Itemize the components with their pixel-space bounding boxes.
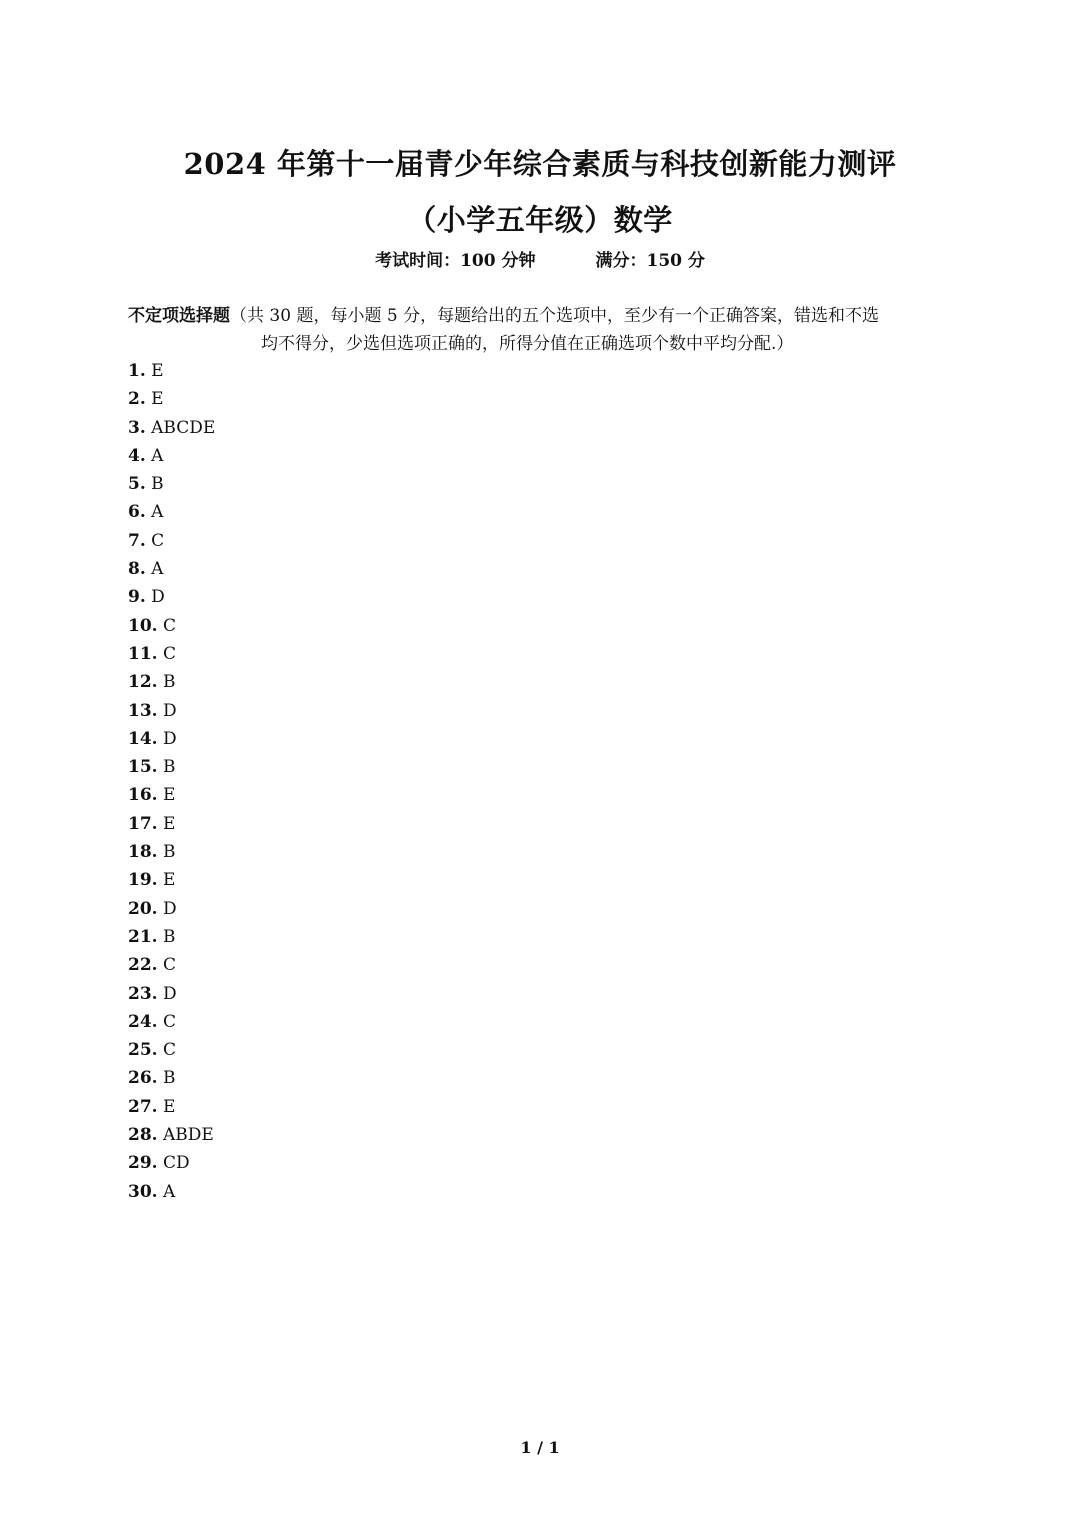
exam-time: 考试时间：100 分钟 bbox=[375, 251, 536, 271]
answer-item bbox=[128, 612, 215, 640]
answer-item bbox=[128, 498, 215, 526]
question-number: 3. bbox=[128, 417, 146, 438]
answer-item bbox=[128, 697, 215, 725]
section-note-line2: 均不得分，少选但选项正确的，所得分值在正确选项个数中平均分配.） bbox=[261, 334, 794, 354]
question-number: 15. bbox=[128, 757, 158, 778]
question-number: 17. bbox=[128, 813, 158, 834]
answer-choice: E bbox=[151, 361, 164, 381]
answer-item bbox=[128, 442, 215, 470]
answer-choice: B bbox=[162, 672, 176, 693]
question-number: 26. bbox=[128, 1068, 158, 1089]
answer-item bbox=[128, 895, 215, 923]
answer-choice: E bbox=[162, 813, 176, 834]
answer-item bbox=[128, 753, 215, 781]
answer-item bbox=[128, 668, 215, 696]
answer-list bbox=[128, 357, 215, 1206]
answer-item bbox=[128, 555, 215, 583]
question-number: 24. bbox=[128, 1011, 158, 1032]
answer-choice: CD bbox=[162, 1153, 190, 1174]
answer-choice: C bbox=[151, 530, 165, 551]
question-number: 16. bbox=[128, 785, 158, 806]
document-title: 2024 年第十一届青少年综合素质与科技创新能力测评 bbox=[183, 147, 897, 181]
question-number: 11. bbox=[128, 643, 158, 664]
page-number: 1 / 1 bbox=[520, 1438, 560, 1457]
answer-item bbox=[128, 838, 215, 866]
answer-item bbox=[128, 810, 215, 838]
question-number: 2. bbox=[128, 389, 146, 410]
answer-choice: D bbox=[162, 700, 177, 721]
question-number: 28. bbox=[128, 1125, 158, 1146]
answer-item bbox=[128, 1121, 215, 1149]
answer-item bbox=[128, 1008, 215, 1036]
answer-choice: E bbox=[162, 785, 176, 806]
answer-choice: ABCDE bbox=[151, 417, 216, 438]
question-number: 22. bbox=[128, 955, 158, 976]
answer-item bbox=[128, 640, 215, 668]
answer-item bbox=[128, 781, 215, 809]
section-note-line1: （共 30 题，每小题 5 分，每题给出的五个选项中，至少有一个正确答案，错选和不选 bbox=[230, 306, 880, 326]
answer-choice: C bbox=[162, 615, 176, 636]
answer-choice: E bbox=[162, 1096, 176, 1117]
question-number: 13. bbox=[128, 700, 158, 721]
answer-item bbox=[128, 385, 215, 413]
answer-choice: B bbox=[162, 842, 176, 863]
answer-item bbox=[128, 1178, 215, 1206]
answer-choice: B bbox=[162, 757, 176, 778]
answer-choice: C bbox=[162, 955, 176, 976]
answer-item bbox=[128, 1064, 215, 1092]
answer-choice: ABDE bbox=[162, 1125, 214, 1146]
answer-item bbox=[128, 414, 215, 442]
answer-item bbox=[128, 725, 215, 753]
document-subtitle: （小学五年级）数学 bbox=[407, 203, 673, 237]
answer-choice: E bbox=[151, 389, 164, 410]
answer-choice: C bbox=[162, 1011, 176, 1032]
question-number: 30. bbox=[128, 1181, 158, 1202]
question-number: 14. bbox=[128, 728, 158, 749]
full-score: 满分：150 分 bbox=[595, 251, 705, 271]
question-number: 21. bbox=[128, 926, 158, 947]
answer-choice: A bbox=[151, 559, 164, 580]
answer-choice: A bbox=[151, 502, 164, 523]
answer-choice: B bbox=[162, 1068, 176, 1089]
answer-item bbox=[128, 470, 215, 498]
section-instructions bbox=[128, 302, 958, 358]
question-number: 19. bbox=[128, 870, 158, 891]
question-number: 4. bbox=[128, 445, 146, 466]
question-number: 6. bbox=[128, 502, 146, 523]
question-number: 27. bbox=[128, 1096, 158, 1117]
answer-choice: A bbox=[162, 1181, 176, 1202]
answer-item bbox=[128, 980, 215, 1008]
question-number: 5. bbox=[128, 474, 146, 495]
answer-choice: D bbox=[162, 983, 177, 1004]
answer-choice: B bbox=[162, 926, 176, 947]
question-number: 9. bbox=[128, 587, 146, 608]
question-number: 7. bbox=[128, 530, 146, 551]
answer-item bbox=[128, 951, 215, 979]
answer-choice: D bbox=[151, 587, 165, 608]
answer-item bbox=[128, 527, 215, 555]
question-number: 23. bbox=[128, 983, 158, 1004]
answer-item bbox=[128, 357, 215, 385]
question-number: 25. bbox=[128, 1040, 158, 1061]
question-number: 18. bbox=[128, 842, 158, 863]
question-number: 20. bbox=[128, 898, 158, 919]
exam-meta bbox=[0, 246, 1080, 271]
question-number: 12. bbox=[128, 672, 158, 693]
answer-item bbox=[128, 866, 215, 894]
answer-choice: C bbox=[162, 643, 176, 664]
answer-item bbox=[128, 583, 215, 611]
answer-choice: A bbox=[151, 445, 164, 466]
question-number: 1. bbox=[128, 361, 146, 381]
answer-choice: D bbox=[162, 728, 177, 749]
answer-choice: D bbox=[162, 898, 177, 919]
question-number: 29. bbox=[128, 1153, 158, 1174]
answer-choice: E bbox=[162, 870, 176, 891]
answer-item bbox=[128, 1036, 215, 1064]
answer-item bbox=[128, 1149, 215, 1177]
question-number: 8. bbox=[128, 559, 146, 580]
answer-item bbox=[128, 923, 215, 951]
section-label: 不定项选择题 bbox=[128, 306, 230, 326]
question-number: 10. bbox=[128, 615, 158, 636]
answer-choice: B bbox=[151, 474, 164, 495]
answer-item bbox=[128, 1093, 215, 1121]
answer-choice: C bbox=[162, 1040, 176, 1061]
